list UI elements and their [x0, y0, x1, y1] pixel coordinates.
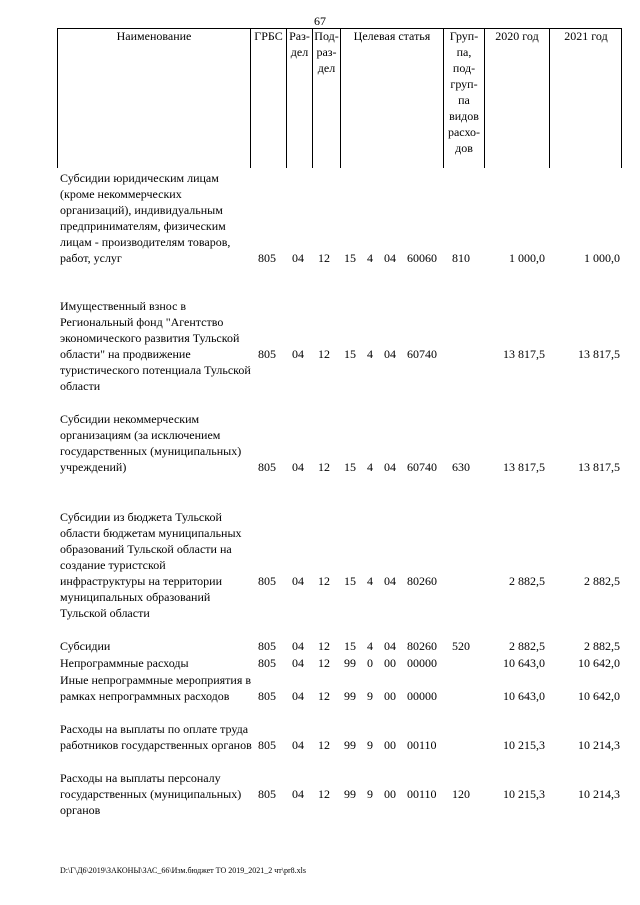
table-row: Расходы на выплаты по оплате труда работников государственных органов 805 04 12 99 9 00 00110 10 215,3 10 214,3: [60, 722, 620, 752]
row-name: Субсидии: [60, 639, 111, 653]
row-name: Имущественный взнос в Региональный фонд "Агентство экономического развития Тульской области" на продвижение туристического потенциала Тульской области: [60, 299, 251, 393]
table-row: Иные непрограммные мероприятия в рамках непрограммных расходов 805 04 12 99 9 00 00000 10 643,0 10 642,0: [60, 673, 620, 703]
row-name: Субсидии из бюджета Тульской области бюджетам муниципальных образований Тульской области на создание туристской инфраструктуры на территории муниципальных образований Тульской области: [60, 510, 242, 620]
header-target-article: Целевая статья: [353, 29, 431, 43]
table-row: Имущественный взнос в Региональный фонд "Агентство экономического развития Тульской области" на продвижение туристического потенциала Тульской области 805 04 12 15 4 04 60740 13 817,5 13 817,5: [60, 299, 620, 393]
row-name: Иные непрограммные мероприятия в рамках непрограммных расходов: [60, 673, 252, 703]
row-name: Субсидии некоммерческим организациям (за исключением государственных (муниципальных) учреждений): [60, 412, 242, 474]
header-grbs: ГРБС: [254, 29, 283, 43]
header-expense-group: Груп-па, под-груп-па видов расхо-дов: [447, 29, 481, 155]
table-row: Непрограммные расходы 805 04 12 99 0 00 00000 10 643,0 10 642,0: [60, 656, 620, 670]
header-podrazdel: Под-раз-дел: [314, 29, 339, 75]
row-name: Субсидии юридическим лицам (кроме некоммерческих организаций), индивидуальным предпринимателям, физическим лицам - производителям товаров, работ, услуг: [60, 171, 231, 265]
header-2020: 2020 год: [495, 29, 539, 43]
table-row: Расходы на выплаты персоналу государственных (муниципальных) органов 805 04 12 99 9 00 00110 120 10 215,3 10 214,3: [60, 771, 620, 817]
row-name: Непрограммные расходы: [60, 656, 189, 670]
header-2021: 2021 год: [564, 29, 608, 43]
table-row: Субсидии 805 04 12 15 4 04 80260 520 2 882,5 2 882,5: [60, 639, 620, 653]
row-name: Расходы на выплаты персоналу государственных (муниципальных) органов: [60, 771, 242, 817]
page-number: 67: [314, 14, 326, 28]
table-row: Субсидии некоммерческим организациям (за исключением государственных (муниципальных) учреждений) 805 04 12 15 4 04 60740 630 13 817,5 13 817,5: [60, 412, 620, 474]
file-path-footer: D:\Г\Д6\2019\ЗАКОНЫ\ЗАС_66\Изм.бюджет ТО 2019_2021_2 чт\pr8.xls: [60, 866, 306, 875]
header-razdel: Раз-дел: [289, 29, 310, 59]
header-name: Наименование: [116, 29, 192, 43]
table-row: Субсидии юридическим лицам (кроме некоммерческих организаций), индивидуальным предпринимателям, физическим лицам - производителям товаров, работ, услуг 805 04 12 15 4 04 60060 810 1 000,0 1 000,0: [60, 171, 620, 265]
table-row: Субсидии из бюджета Тульской области бюджетам муниципальных образований Тульской области на создание туристской инфраструктуры на территории муниципальных образований Тульской области 805 04 12 15 4 04 80260 2 882,5 2 882,5: [60, 510, 620, 620]
row-name: Расходы на выплаты по оплате труда работников государственных органов: [60, 722, 252, 752]
